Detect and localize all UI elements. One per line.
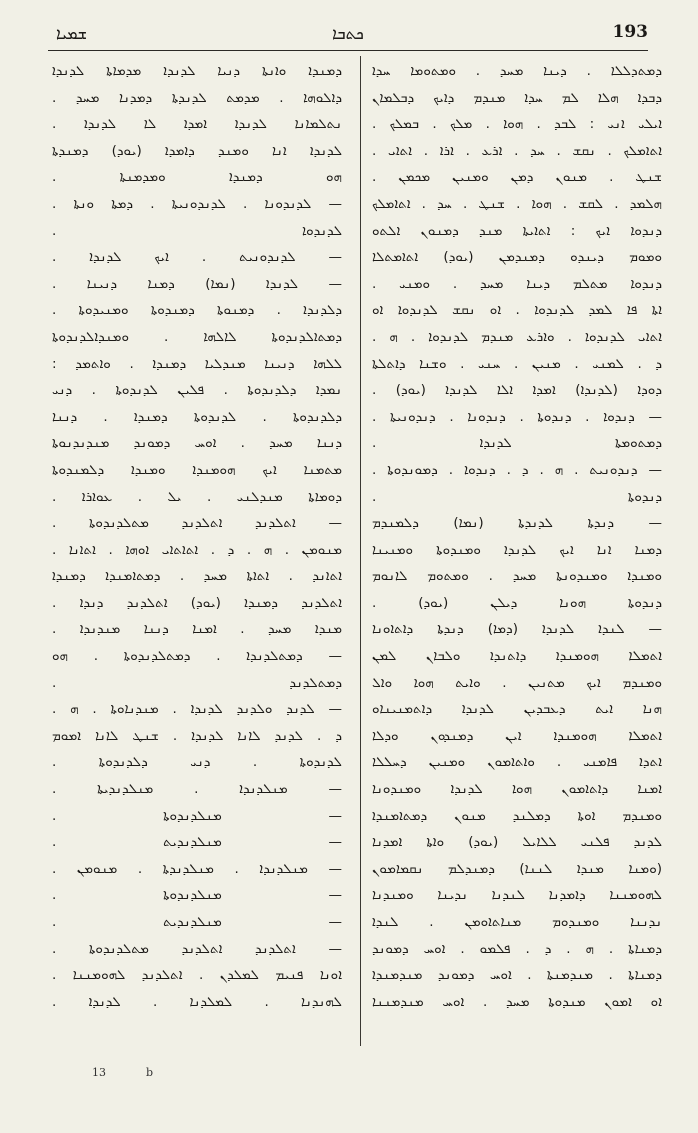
text-line: ܕܠܕܢܕܐ . ܕܡܢܘܬܐ ܕܡܢܕܘܬܐ ܘܡܢܝܕܘܬܐ . (52, 302, 342, 319)
text-line: ܐܡܢܐ ܕܐܬܐܡܘܢ ܗܘܐ ܠܕܢܕܐ ܘܡܢܕܘܢܐ (372, 781, 662, 798)
text-line: ܕܠܕܢܕܘܬܐ . ܠܕܢܕܘܬܐ ܕܡܢܕܐ . ܕܢܢܐ (52, 408, 342, 425)
text-line: ܠܕܢܕܘܬܐ . ܕܢܝ ܕܠܕܢܕܘܬܐ . (52, 754, 342, 771)
text-line: ܕ . ܠܕܢܕ ܠܐܢܐ ܠܕܢܕܐ . ܫܢܛ ܠܐܢܐ ܐܡܘܡ (52, 727, 342, 744)
text-line: ܐܬܐ ܦܐ ܠܡܕ ܠܕܢܕܘܐ . ܐܘ ܢܩܫ ܠܕܢܕܘܐ ܐܘ (372, 302, 662, 319)
text-line: ܘܡܢܕܡ ܐܘܬܐ ܕܡܠܢܕ ܡܢܘܢ ܕܡܬܐܡܢܕܐ (372, 807, 662, 824)
text-line: — ܠܕܢܕܐ (ܢܡܐ) ܕܡܢܐ ܕܢܝܢܐ . (52, 275, 342, 292)
text-line: ܗܢܐ ܐܝܬ ܕܥܒܕܝܢ ܠܕܢܕܐ ܕܐܬܡܢܝܢܐܘ (372, 701, 662, 718)
text-line: ܕܢܕܘܐ ܐܝܟ : ܐܬܐܝܬܐ ܡܢܕ ܕܡܢܘܢ ܐܠܬܘ (372, 222, 662, 239)
printer-signature: 13 (92, 1066, 106, 1079)
text-line: ܡܢܕܐ ܡܚܕ . ܐܡܢܐ ܕܢܢܐ ܡܢܕܢܕܐ . (52, 621, 342, 638)
text-line: ܕܡܬܐܠܕܢܕܘܬܐ ܠܐܠܗܐ . ܘܡܢܕܐܠܕܢܕܘܬܐ (52, 328, 342, 345)
page-number: 193 (612, 22, 648, 42)
text-line: ܐܘ ܐܡܘܢ ܡܢܕܘܬܐ ܡܚܕ . ܐܘܚ ܡܢܕܡܢܢܐ (372, 993, 662, 1010)
text-line: ܠܕܢܕܐ ܐܢܐ ܘܡܢܕ ܕܐܡܕܐ (ܝܘܕ) ܕܡܢܕܬܐ (52, 142, 342, 159)
text-line: — ܐܬܠܕܢܕ ܐܬܠܕܢܕ ܡܬܠܕܢܕܘܬܐ . (52, 940, 342, 957)
text-line: — ܕܡܬܠܕܢܕܐ . ܕܡܬܠܕܢܕܘܬܐ . ܗܘ (52, 648, 342, 665)
text-line: ܡܬܡܢܐ ܐܝܟ ܗܘܡܢܕܐ ܘܡܢܕܐ ܕܠܡܢܕܘܬܐ (52, 461, 342, 478)
text-line: ܐܬܐܝ ܠܕܢܕܘܐ . ܘܐܪܥ ܡܢܕܡ ܠܕܢܕܘܐ . ܗ . (372, 328, 662, 345)
text-line: ܠܗܢܕܢܐ . ܠܡܠܕܢܐ . ܠܕܢܕܐ . (52, 993, 342, 1010)
text-line: ܠܠܗܐ ܕܢܝܢܐ ܡܢܕܠܝܐ ܕܡܢܕܐ . ܘܐܬܡܕ : (52, 355, 342, 372)
text-line: ܕܡܬܕܠܠܐ . ܕܝܢܐ ܡܚܕ . ܘܡܬܘܡܐ ܚܕܐ (372, 63, 662, 79)
text-line: — ܠܢܕܐ ܠܕܢܕܐ (ܕܡܐ) ܕܢܕܬܐ ܕܐܬܐܘܢܐ (372, 621, 662, 638)
text-line: ܕܢܢܐ ܡܚܕ . ܐܘܚ ܕܡܘܢܕ ܡܢܕܢܕܢܘܬܐ (52, 435, 342, 452)
text-line: ܕܡܢܐܬܐ . ܗ . ܕ . ܦܠܡܘ . ܐܘܚ ܕܡܘܢܕ (372, 940, 662, 957)
text-line: ܠܕܢܕܘܐ . (52, 222, 342, 239)
text-line: ܠܗܘܡܢܢܐ ܕܐܡܕܢܐ ܠܢܕܢܐ ܢܕܝܢܐ ܘܡܢܕܢܐ (372, 887, 662, 904)
header-center-word: ܟܬܒܐ (332, 24, 364, 43)
text-line: — ܠܕܢܕ ܘܠܕܢܕ ܠܕܢܕܐ . ܡܢܕܢܐܘܬܐ . ܗ . (52, 701, 342, 718)
text-line: — ܡܢܠܕܢܕܝܬ . (52, 834, 342, 851)
text-line: ܐܘܢܐ ܦܢܝܡ ܠܡܠܕܢ . ܐܬܠܕܢܕ ܠܗܘܡܢܢܐ . (52, 967, 342, 984)
right-column (372, 58, 662, 1028)
text-line: ܕܢܕܘܐ ܡܬܠܡ ܕܝܢܐ ܡܚܕ . ܘܡܢܝ . (372, 275, 662, 292)
text-line: — ܠܕܢܕܘܢܐ . ܠܕܢܕܘܢܝܬܐ . ܕܡܬܐ ܘܢܬܐ . (52, 195, 342, 212)
text-line: — ܕܢܕܬܐ ܠܕܢܕܬܐ (ܢܡܐ) ܕܠܡܢܕܡ (372, 515, 662, 532)
text-line: — ܕܢܕܘܢܝܬ . ܗ . ܕ . ܕܢܕܘܐ . ܕܡܘܢܕܘܬܐ . (372, 461, 662, 478)
signature-letter: b (146, 1066, 154, 1079)
text-line: ܐܬܡܠܐ ܗܘܡܢܕܐ ܐܝܢ ܕܡܢܕܘܢ ܘܕܠܐ (372, 727, 662, 744)
text-line: ܐܬܡܠܐ ܗܘܡܢܕܐ ܕܐܬܢܕܐ ܘܠܒܐܢ ܠܡܢ (372, 648, 662, 665)
header-rule (48, 50, 648, 51)
text-line: ܕܢܕܘܬܐ ܗܘܢܐ ܕܝܠܢ (ܝܘܕ) . (372, 594, 662, 611)
text-line: ܐܬܐܢܕ . ܐܬܐܬܐ ܡܚܕ . ܕܡܬܐܡܢܕܐ ܕܡܢܕܐ (52, 568, 342, 585)
text-line: (ܘܡܢܐ ܡܢܕܐ ܠܢܢܐ) ܕܡܢܕܠܡ ܢܩܡܐܡܘܢ (372, 860, 662, 877)
text-line: ܕ . ܠܡܢܝ . ܡܢܝܢ . ܚܢܝ . ܘܫܢܐ ܕܐܬܠܬܐ (372, 355, 662, 372)
text-line: ܐܝܠܝ ܐܢܝ : ܠܒܕ . ܗܘܐ . ܡܠܟ . ܒܡܠܟ . (372, 116, 662, 133)
text-line: ܢܕܢܢܐ ܘܡܢܕܘܡ ܡܢܐܬܐܘܡܢ . ܠܢܕܐ (372, 914, 662, 930)
text-line: ܢܡܕܐ ܕܠܕܢܕܘܬܐ . ܦܠܝܢ ܠܕܢܕܘܬܐ . ܕܢܝ (52, 382, 342, 399)
text-line: — ܡܢܠܕܢܕܘܬܐ . (52, 807, 342, 824)
text-line: ܠܕܢܕ ܦܠܢܝ ܠܠܐܝܠ (ܝܘܕ) ܘܐܬܐ ܐܡܕܢܐ (372, 834, 662, 851)
running-header (48, 20, 648, 50)
text-line: ܕܡܢܐܬܐ . ܡܢܕܡܢܬܐ . ܐܘܚ ܕܡܘܢܕ ܡܢܕܡܢܕܐ (372, 967, 662, 984)
text-line: ܗܘ ܕܡܢܕܐ ܘܡܕܡܢܬܐ . (52, 169, 342, 186)
text-line: ܕܐܠܘܗܐ . ܡܕܡܬ ܠܕܢܕܬܐ ܕܡܕܢܐ ܡܚܕ . (52, 89, 342, 106)
text-line: ܕܢܕܘܬܐ . (372, 488, 662, 505)
text-line: — ܡܢܠܕܢܕܐ . ܡܢܠܕܢܕܬܐ . ܡܢܘܡܢ . (52, 860, 342, 877)
text-line: ܕܘܡܐܬܐ ܡܢܕܠܢܝ . ܝܠ . ܥܘܐܪܐ . (52, 488, 342, 505)
text-line: ܗܠܡܕ . ܠܩܫ . ܗܘܐ . ܫܢܛ . ܚܕ . ܐܬܐܡܠܟ (372, 195, 662, 212)
text-line: ܘܡܘܡ ܕܝܢܕܘ ܕܡܢܕܡܢ (ܝܘܕ) ܐܬܐܡܬܠܐ (372, 249, 662, 266)
left-column (52, 58, 342, 1028)
text-line: — ܡܢܠܕܢܕܝܬ . (52, 914, 342, 930)
text-line: — ܠܕܢܕܘܢܝܬ . ܐܝܟ ܠܕܢܕܐ . (52, 249, 342, 266)
text-line: ܕܡܢܐ ܐܢܐ ܐܝܟ ܠܕܢܕܐ ܘܡܢܕܘܬܐ ܘܡܢܝܢܐ (372, 541, 662, 558)
text-line: ܐܬܠܕܢܕ ܕܡܢܕܐ (ܝܘܕ) ܐܬܠܕܢܕ ܕܢܕܐ . (52, 594, 342, 611)
text-line: ܘܡܢܕܡ ܐܝܟ ܡܬܢܝܢ . ܘܐܝܬ ܗܘܐ ܘܐܠ (372, 674, 662, 691)
text-line: ܐܬܐܡܠܟ . ܢܩܫ . ܚܕ . ܐܪܥ . ܐܪܐ . ܐܬܐܝ . (372, 142, 662, 159)
text-line: ܐܬܕܐ ܦܐܡܢܝ . ܘܐܬܐܡܘܢ ܘܡܢܝܢ ܕܚܠܠܐ (372, 754, 662, 771)
text-line: ܕܒܕܐ ܗܠܐ ܠܡ ܚܕܐ ܡܢܕܡ ܕܐܝܟ ܕܒܠܡܐܢ (372, 89, 662, 106)
text-line: ܕܡܬܘܡܬܐ ܠܕܢܕܐ . (372, 435, 662, 452)
column-divider (360, 56, 361, 1046)
text-line: ܕܡܢܕܐ ܘܐܢܬܐ ܕܢܝܐ ܠܕܢܕܐ ܡܕܡܐܬܐ ܠܕܢܕܐ (52, 63, 342, 79)
header-left-word: ܫܡܝܐ (56, 24, 88, 43)
text-line: — ܡܢܠܕܢܕܘܬܐ . (52, 887, 342, 904)
text-line: — ܕܢܕܘܐ . ܕܢܕܘܬܐ . ܕܢܕܘܢܐ . ܕܢܕܘܢܝܬܐ . (372, 408, 662, 425)
text-line: ܫܢܛ . ܡܢܘܢ ܕܡܢ ܘܡܢܝܢ ܡܟܡܢ . (372, 169, 662, 186)
text-line: — ܡܢܠܕܢܕܐ . ܡܢܠܕܢܕܝܬܐ . (52, 781, 342, 798)
text-line: ܘܡܢܕܐ ܘܡܢܕܘܢܬܐ ܡܚܕ . ܘܡܬܘܡ ܠܐܢܘܡ (372, 568, 662, 585)
text-line: ܕܡܬܠܕܢܕ . (52, 674, 342, 691)
text-line: — ܐܬܠܕܢܕ ܐܬܠܕܢܕ ܡܬܠܕܢܕܘܬܐ . (52, 515, 342, 532)
text-line: ܢܬܠܡܐܢܐ ܠܕܢܕܐ ܐܡܕܐ ܠܐ ܠܕܢܕܐ . (52, 116, 342, 133)
text-line: ܡܢܘܡܢ . ܗ . ܕ . ܐܬܐܬܐܝ ܐܘܗܐ . ܐܬܐܢܐ . (52, 541, 342, 558)
text-line: ܕܘܕܐ (ܠܕܢܕܐ) ܐܡܕܐ ܐܠܐ ܠܕܢܕܐ (ܝܘܕ) . (372, 382, 662, 399)
